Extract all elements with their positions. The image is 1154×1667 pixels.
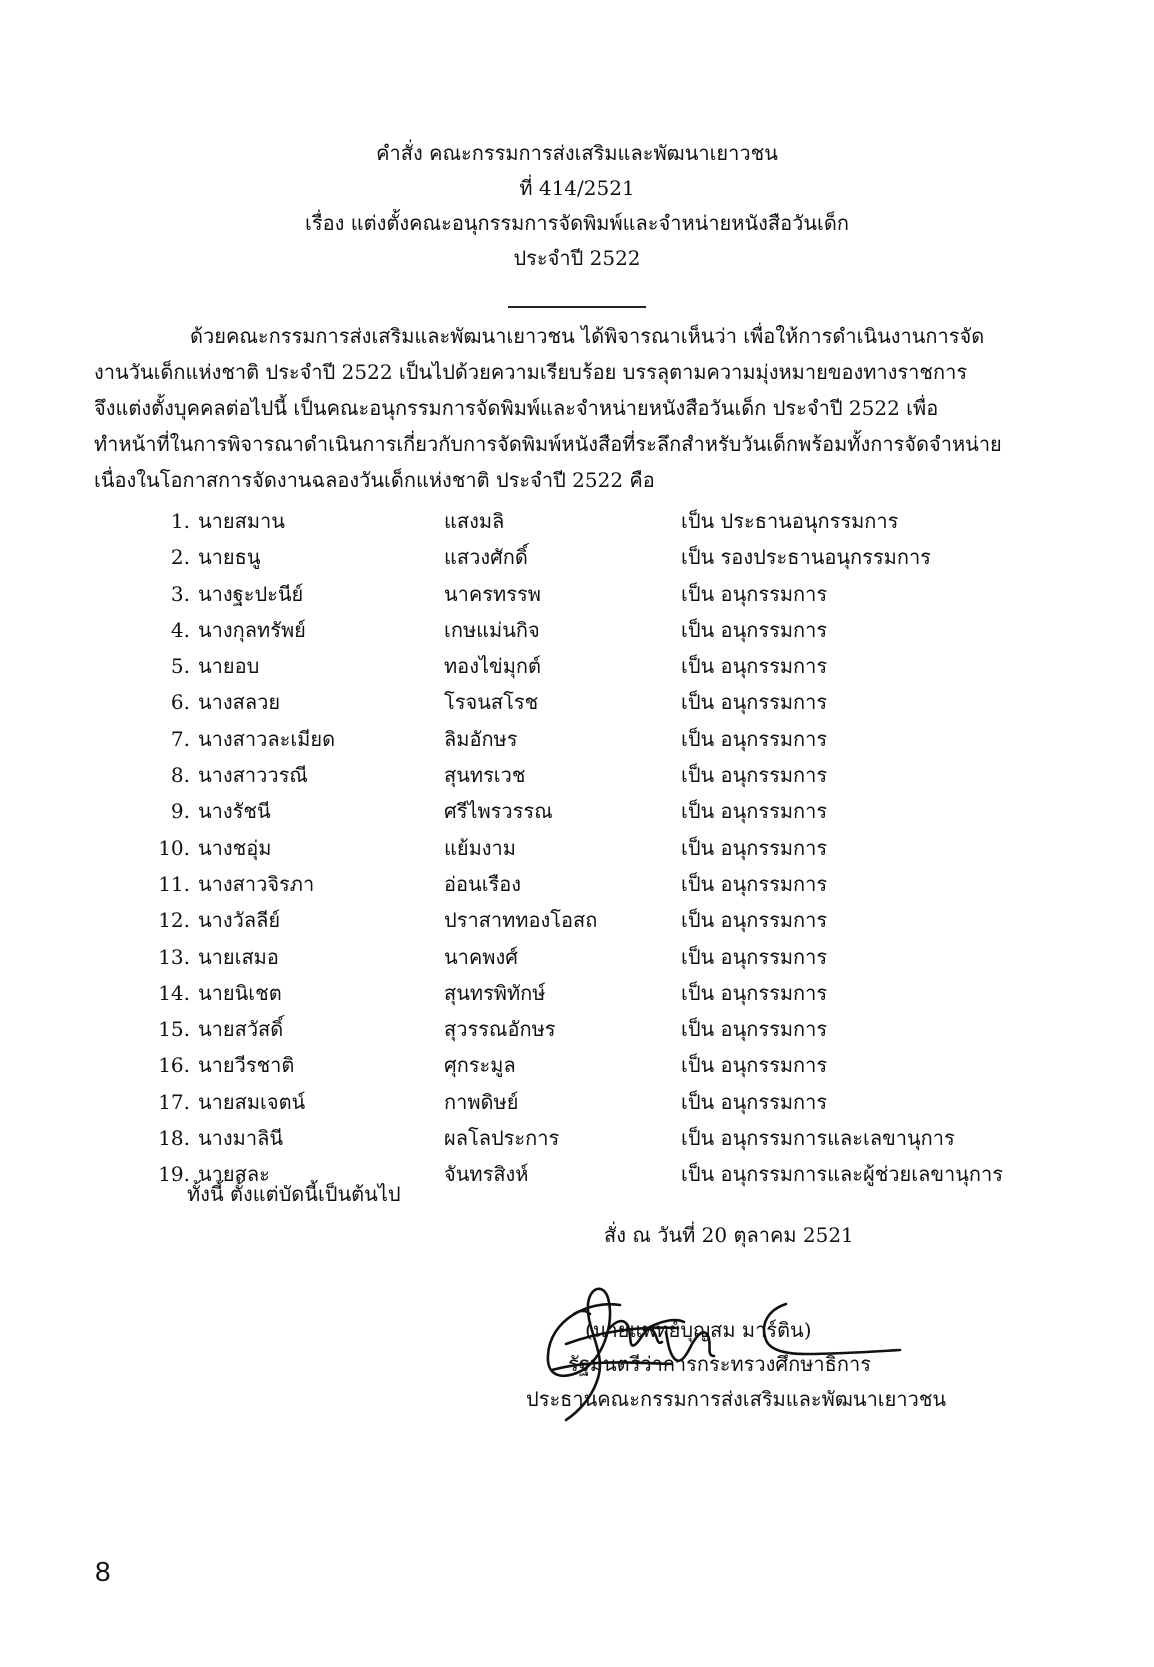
member-last-name: แสวงศักดิ์ xyxy=(444,545,528,570)
member-last-name: สุวรรณอักษร xyxy=(444,1017,556,1042)
body-line: เนื่องในโอกาสการจัดงานฉลองวันเด็กแห่งชาติ ประจำปี 2522 คือ xyxy=(94,468,655,492)
effective-statement: ทั้งนี้ ตั้งแต่บัดนี้เป็นต้นไป xyxy=(187,1182,401,1206)
member-role: เป็น อนุกรรมการ xyxy=(681,944,828,969)
member-role: เป็น อนุกรรมการ xyxy=(681,835,828,860)
member-first-name: นางสาวละเมียด xyxy=(198,726,336,751)
member-role: เป็น อนุกรรมการ xyxy=(681,1053,828,1078)
list-item xyxy=(0,757,1154,793)
member-first-name: นายสวัสดิ์ xyxy=(198,1017,284,1042)
list-item xyxy=(0,648,1154,684)
member-first-name: นางสาวจิรภา xyxy=(198,871,315,896)
member-role: เป็น อนุกรรมการ xyxy=(681,690,828,715)
member-role: เป็น อนุกรรมการ xyxy=(681,908,828,933)
body-line: ด้วยคณะกรรมการส่งเสริมและพัฒนาเยาวชน ได้พิจารณาเห็นว่า เพื่อให้การดำเนินงานการจัด xyxy=(190,324,985,348)
member-role: เป็น รองประธานอนุกรรมการ xyxy=(681,545,931,570)
member-last-name: ลิมอักษร xyxy=(444,726,518,751)
member-last-name: ทองไข่มุกต์ xyxy=(444,654,541,679)
list-item xyxy=(0,1120,1154,1156)
signer-title-chairman: ประธานคณะกรรมการส่งเสริมและพัฒนาเยาวชน xyxy=(526,1387,947,1411)
list-item xyxy=(0,939,1154,975)
member-number: 10. xyxy=(158,835,190,860)
member-first-name: นางชอุ่ม xyxy=(198,835,272,860)
list-item xyxy=(0,793,1154,829)
member-last-name: สุนทรเวช xyxy=(444,763,526,788)
member-last-name: แสงมลิ xyxy=(444,509,505,533)
member-first-name: นางรัชนี xyxy=(198,799,271,824)
member-number: 14. xyxy=(158,980,190,1005)
list-item xyxy=(0,576,1154,612)
list-item xyxy=(0,866,1154,902)
list-item xyxy=(0,721,1154,757)
list-item xyxy=(0,1156,1154,1192)
member-first-name: นางสลวย xyxy=(198,690,281,715)
member-role: เป็น ประธานอนุกรรมการ xyxy=(681,509,899,533)
member-first-name: นายสละ xyxy=(198,1162,270,1187)
list-item xyxy=(0,830,1154,866)
member-role: เป็น อนุกรรมการ xyxy=(681,871,828,896)
member-role: เป็น อนุกรรมการและเลขานุการ xyxy=(681,1126,955,1151)
title-divider xyxy=(508,306,646,308)
member-last-name: กาพดิษย์ xyxy=(444,1089,519,1114)
member-role: เป็น อนุกรรมการ xyxy=(681,763,828,788)
list-item xyxy=(0,503,1154,539)
member-number: 19. xyxy=(158,1162,190,1187)
member-number: 6. xyxy=(170,690,190,715)
member-last-name: ศรีไพรวรรณ xyxy=(444,799,553,824)
member-role: เป็น อนุกรรมการ xyxy=(681,1017,828,1042)
member-list xyxy=(0,503,1154,1193)
member-first-name: นายเสมอ xyxy=(198,944,279,969)
list-item xyxy=(0,539,1154,575)
member-last-name: ผลโลประการ xyxy=(444,1126,560,1151)
member-first-name: นางมาลินี xyxy=(198,1126,284,1151)
list-item xyxy=(0,1011,1154,1047)
list-item xyxy=(0,684,1154,720)
member-number: 1. xyxy=(170,509,190,533)
member-last-name: โรจนสโรช xyxy=(444,690,539,715)
order-title: คำสั่ง คณะกรรมการส่งเสริมและพัฒนาเยาวชน xyxy=(376,141,778,165)
member-role: เป็น อนุกรรมการ xyxy=(681,1089,828,1114)
member-role: เป็น อนุกรรมการ xyxy=(681,799,828,824)
member-first-name: นายวีรชาติ xyxy=(198,1053,295,1078)
signer-name: (นายแพทย์บุญสม มาร์ติน) xyxy=(585,1318,812,1342)
member-number: 4. xyxy=(170,617,190,642)
order-subject: เรื่อง แต่งตั้งคณะอนุกรรมการจัดพิมพ์และจำหน่ายหนังสือวันเด็ก xyxy=(305,211,849,235)
order-number: ที่ 414/2521 xyxy=(519,176,635,200)
order-date: สั่ง ณ วันที่ 20 ตุลาคม 2521 xyxy=(604,1223,854,1247)
member-number: 7. xyxy=(170,726,190,751)
member-last-name: ปราสาททองโอสถ xyxy=(444,908,598,933)
list-item xyxy=(0,902,1154,938)
member-last-name: แย้มงาม xyxy=(444,835,516,860)
order-year: ประจำปี 2522 xyxy=(513,246,641,270)
member-role: เป็น อนุกรรมการ xyxy=(681,581,828,606)
member-role: เป็น อนุกรรมการ xyxy=(681,726,828,751)
member-number: 18. xyxy=(158,1126,190,1151)
member-role: เป็น อนุกรรมการ xyxy=(681,654,828,679)
member-role: เป็น อนุกรรมการ xyxy=(681,980,828,1005)
body-paragraph xyxy=(94,318,1078,498)
member-first-name: นายสมเจตน์ xyxy=(198,1089,306,1114)
member-role: เป็น อนุกรรมการ xyxy=(681,617,828,642)
signer-title-minister: รัฐมนตรีว่าการกระทรวงศึกษาธิการ xyxy=(568,1352,871,1376)
member-last-name: นาคพงศ์ xyxy=(444,944,518,969)
member-first-name: นายอบ xyxy=(198,654,260,679)
list-item xyxy=(0,1047,1154,1083)
member-last-name: นาครทรรพ xyxy=(444,581,541,606)
member-first-name: นายธนู xyxy=(198,545,261,570)
member-number: 3. xyxy=(170,581,190,606)
member-first-name: นายนิเชต xyxy=(198,980,282,1005)
member-last-name: เกษแม่นกิจ xyxy=(444,617,540,642)
member-last-name: อ่อนเรือง xyxy=(444,871,522,896)
member-first-name: นางวัลลีย์ xyxy=(198,908,281,933)
member-number: 2. xyxy=(170,545,190,570)
member-last-name: จันทรสิงห์ xyxy=(444,1162,529,1187)
list-item xyxy=(0,975,1154,1011)
member-number: 17. xyxy=(158,1089,190,1114)
page-number: 8 xyxy=(95,1556,111,1587)
member-number: 11. xyxy=(158,871,190,896)
body-line: จึงแต่งตั้งบุคคลต่อไปนี้ เป็นคณะอนุกรรมการจัดพิมพ์และจำหน่ายหนังสือวันเด็ก ประจำปี 2522 เพื่อ xyxy=(94,396,939,420)
member-last-name: ศุกระมูล xyxy=(444,1053,516,1078)
body-line: งานวันเด็กแห่งชาติ ประจำปี 2522 เป็นไปด้วยความเรียบร้อย บรรลุตามความมุ่งหมายของทางราชการ xyxy=(94,360,968,384)
body-line: ทำหน้าที่ในการพิจารณาดำเนินการเกี่ยวกับการจัดพิมพ์หนังสือที่ระลึกสำหรับวันเด็กพร้อมทั้งการจัดจำหน่าย xyxy=(94,432,1002,456)
list-item xyxy=(0,1084,1154,1120)
member-number: 8. xyxy=(170,763,190,788)
member-number: 12. xyxy=(158,908,190,933)
member-last-name: สุนทรพิทักษ์ xyxy=(444,980,546,1005)
member-first-name: นางฐะปะนีย์ xyxy=(198,581,304,606)
member-role: เป็น อนุกรรมการและผู้ช่วยเลขานุการ xyxy=(681,1162,1003,1187)
member-first-name: นางสาววรณี xyxy=(198,763,308,788)
member-first-name: นายสมาน xyxy=(198,509,285,533)
member-number: 9. xyxy=(170,799,190,824)
list-item xyxy=(0,612,1154,648)
member-first-name: นางกุลทรัพย์ xyxy=(198,617,306,642)
member-number: 13. xyxy=(158,944,190,969)
member-number: 15. xyxy=(158,1017,190,1042)
member-number: 16. xyxy=(158,1053,190,1078)
member-number: 5. xyxy=(170,654,190,679)
